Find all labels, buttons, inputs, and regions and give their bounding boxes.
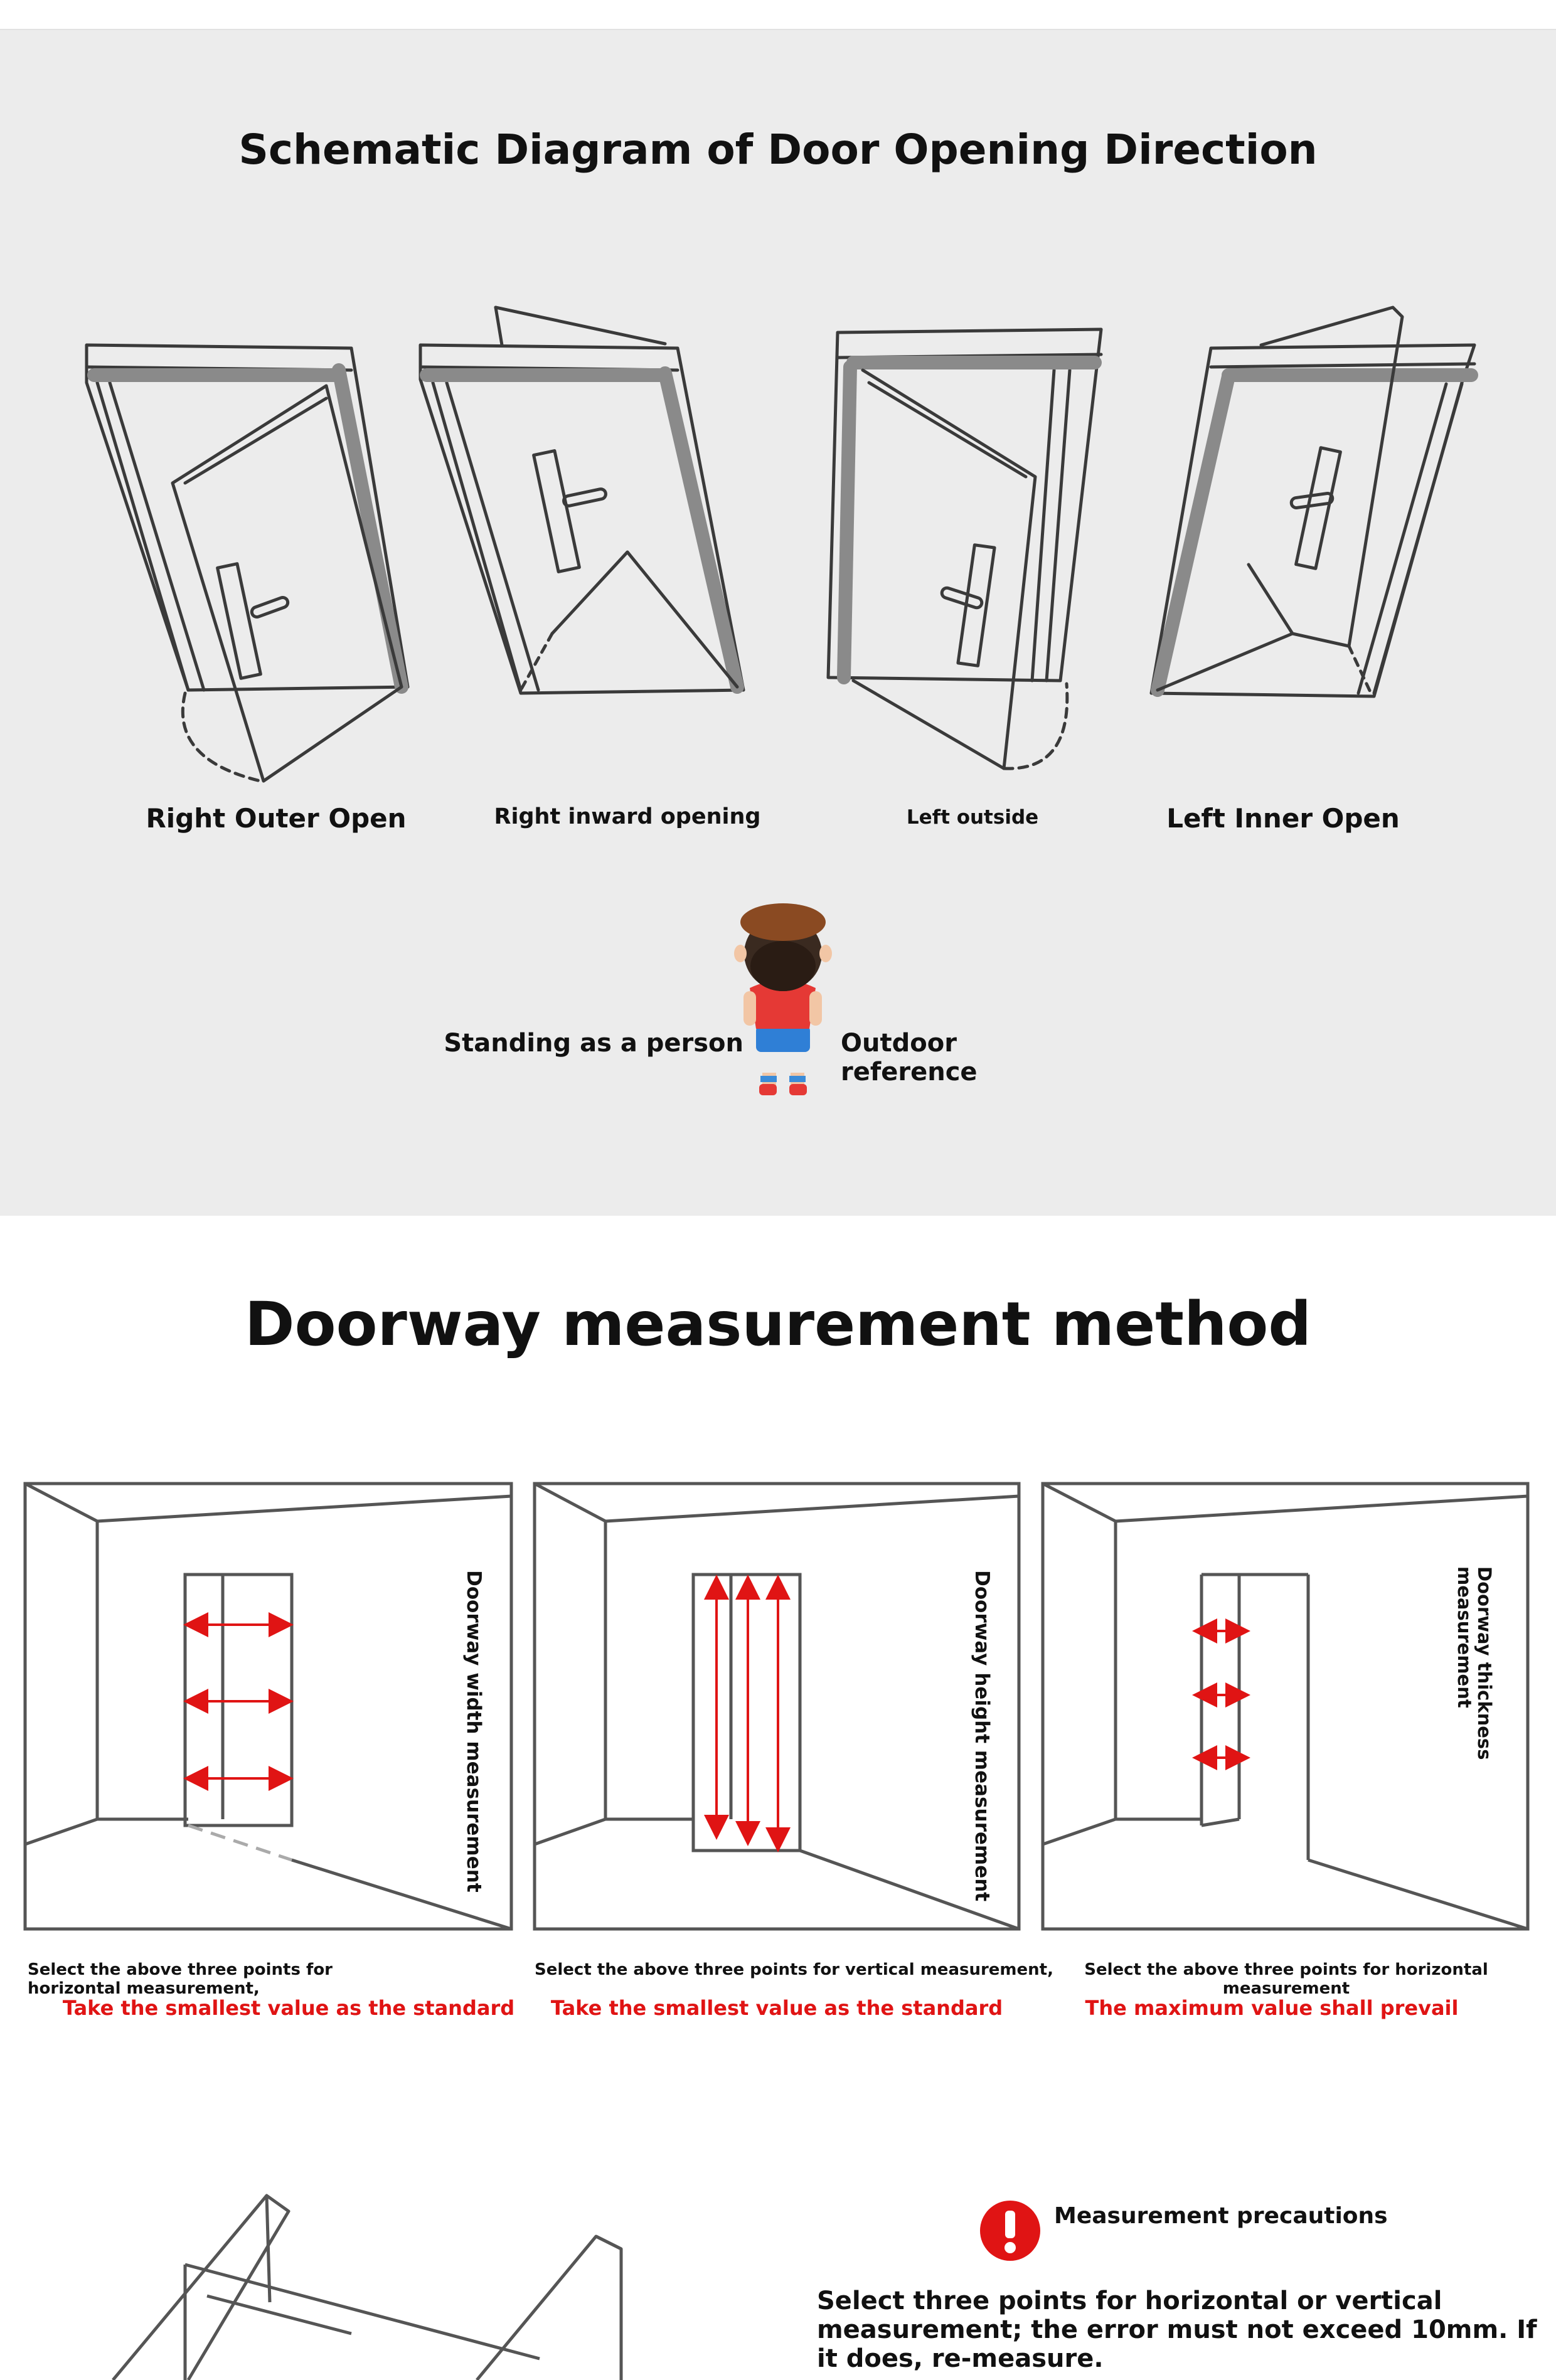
height-label-wrap bbox=[969, 1570, 994, 1902]
precautions-text: Select three points for horizontal or vertical measurement; the error must not exceed 10mm. If it does, re-measure. bbox=[817, 2287, 1537, 2373]
measurement-panels bbox=[0, 1468, 1556, 1957]
caption-width: Select the above three points for horizontal measurement, bbox=[28, 1960, 333, 1998]
vertical-label-thickness: Doorway thickness measurement bbox=[1454, 1566, 1495, 1760]
door-right-inward-icon bbox=[420, 307, 743, 693]
vertical-label-width: Doorway width measurement bbox=[462, 1570, 485, 1893]
thickness-label-wrap bbox=[1449, 1566, 1500, 1760]
note-height: Take the smallest value as the standard bbox=[550, 1996, 1003, 2020]
label-left-outside: Left outside bbox=[906, 806, 1039, 829]
measuring-frame-sketch bbox=[0, 2177, 659, 2380]
label-right-outer-open: Right Outer Open bbox=[146, 803, 407, 834]
door-direction-title: Schematic Diagram of Door Opening Direction bbox=[238, 125, 1318, 174]
door-left-outside-icon bbox=[828, 329, 1101, 768]
label-right-inward-opening: Right inward opening bbox=[494, 804, 761, 829]
measurement-title: Doorway measurement method bbox=[244, 1289, 1312, 1359]
person-figure-icon bbox=[734, 903, 832, 1095]
caption-thickness: Select the above three points for horizontal measurement bbox=[1084, 1960, 1488, 1998]
panel-width-frame bbox=[25, 1484, 511, 1929]
caption-height: Select the above three points for vertical measurement, bbox=[535, 1960, 1053, 1979]
note-thickness: The maximum value shall prevail bbox=[1085, 1996, 1459, 2020]
precautions-title: Measurement precautions bbox=[1054, 2203, 1388, 2229]
exclamation-icon bbox=[980, 2201, 1040, 2261]
label-left-inner-open: Left Inner Open bbox=[1166, 803, 1400, 834]
vertical-label-height: Doorway height measurement bbox=[971, 1570, 993, 1902]
width-label-wrap bbox=[461, 1570, 486, 1893]
note-width: Take the smallest value as the standard bbox=[62, 1996, 515, 2020]
standing-as-person-label: Standing as a person bbox=[444, 1029, 743, 1058]
door-right-outer-open-icon bbox=[87, 345, 408, 781]
outdoor-reference-label: Outdoor reference bbox=[841, 1029, 978, 1086]
door-left-inner-icon bbox=[1151, 307, 1474, 696]
